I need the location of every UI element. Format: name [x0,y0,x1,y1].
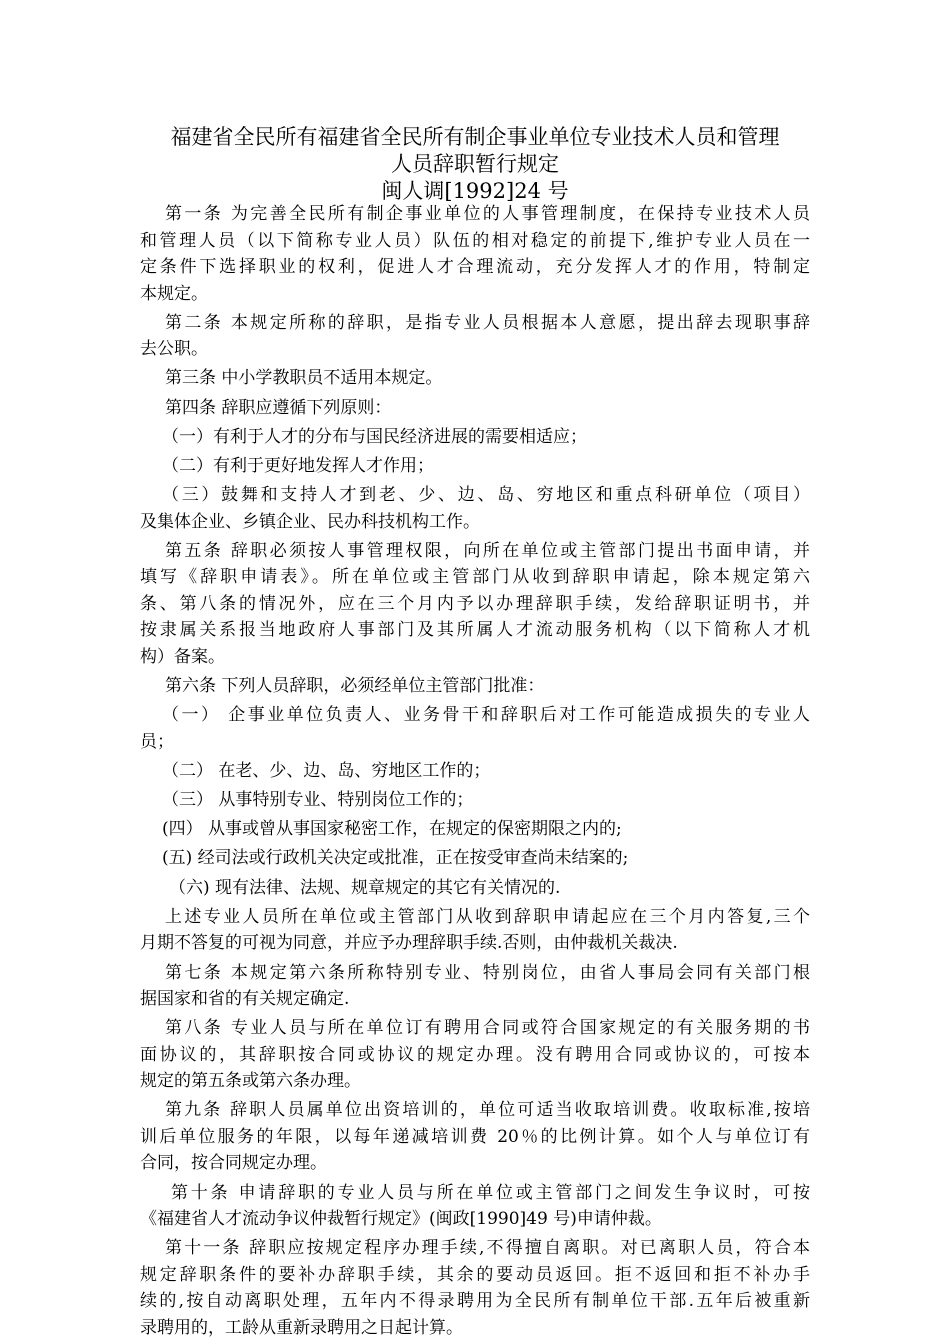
text-line: 第八条 专业人员与所在单位订有聘用合同或符合国家规定的有关服务期的书 [165,1018,810,1039]
text-line: （三） 从事特别专业、特别岗位工作的； [162,790,474,811]
article-6-item-1 [140,702,810,755]
article-9 [140,1097,810,1177]
text-line: 本规定。 [140,283,208,304]
text-line: （三）鼓舞和支持人才到老、少、边、岛、穷地区和重点科研单位（项目） [162,485,810,506]
article-6-item-2 [140,758,810,785]
text-line: 构）备案。 [140,646,225,667]
text-line: 上述专业人员所在单位或主管部门从收到辞职申请起应在三个月内答复,三个 [165,906,810,927]
text-line: 去公职。 [140,339,208,360]
article-2 [140,310,810,363]
text-line: 第三条 中小学教职员不适用本规定。 [165,368,443,389]
text-line: 条、第八条的情况外，应在三个月内予以办理辞职手续，发给辞职证明书，并 [140,593,810,614]
text-line: (五) 经司法或行政机关决定或批准，正在按受审查尚未结案的; [162,848,629,869]
text-line: 第十一条 辞职应按规定程序办理手续,不得擅自离职。对已离职人员，符合本 [165,1238,810,1259]
document-body [140,201,810,1344]
article-6-item-5 [140,845,810,872]
article-3 [140,365,810,392]
article-11 [140,1235,810,1341]
article-4 [140,395,810,422]
principle-3 [140,482,810,535]
text-line: 第四条 辞职应遵循下列原则： [165,397,392,418]
text-line: （六) 现有法律、法规、规章规定的其它有关情况的. [169,877,561,898]
text-line: 第九条 辞职人员属单位出资培训的，单位可适当收取培训费。收取标准,按培 [165,1100,810,1121]
text-line: 第二条 本规定所称的辞职，是指专业人员根据本人意愿，提出辞去现职事辞 [165,312,810,333]
text-line: （一） 企事业单位负责人、业务骨干和辞职后对工作可能造成损失的专业人 [162,705,810,726]
text-line: (四） 从事或曾从事国家秘密工作，在规定的保密期限之内的; [162,819,622,840]
article-6-item-4 [140,816,810,843]
article-5 [140,538,810,671]
text-line: （二） 在老、少、边、岛、穷地区工作的； [162,760,491,781]
title-line-2: 人员辞职暂行规定 [391,152,559,176]
principle-1 [140,424,810,451]
text-line: 据国家和省的有关规定确定. [140,989,350,1009]
text-line: 第六条 下列人员辞职，必须经单位主管部门批准： [165,676,545,696]
text-line: （二）有利于更好地发挥人才作用； [162,455,434,476]
article-6-item-6 [140,875,810,902]
article-6-note [140,904,810,957]
text-line: 训后单位服务的年限，以每年递减培训费 20％的比例计算。如个人与单位订有 [140,1126,810,1147]
text-line: 第十条 申请辞职的专业人员与所在单位或主管部门之间发生争议时，可按 [171,1182,810,1203]
document-number: 闽人调[1992]24 号 [381,179,569,203]
text-line: 第五条 辞职必须按人事管理权限，向所在单位或主管部门提出书面申请，并 [165,540,810,561]
text-line: 和管理人员（以下简称专业人员）队伍的相对稳定的前提下,维护专业人员在一 [140,230,810,251]
text-line: 员； [140,731,174,752]
text-line: 月期不答复的可视为同意，并应予办理辞职手续.否则，由仲裁机关裁决. [140,933,678,954]
text-line: 合同，按合同规定办理。 [140,1153,327,1174]
document-title [140,124,810,205]
text-line: 规定的第五条或第六条办理。 [140,1071,361,1092]
text-line: 第一条 为完善全民所有制企事业单位的人事管理制度，在保持专业技术人员 [165,204,810,224]
text-line: 面协议的，其辞职按合同或协议的规定办理。没有聘用合同或协议的，可按本 [140,1044,810,1065]
text-line: 第七条 本规定第六条所称特别专业、特别岗位，由省人事局会同有关部门根 [165,962,810,983]
article-10 [140,1180,810,1233]
article-8 [140,1015,810,1095]
text-line: 按隶属关系报当地政府人事部门及其所属人才流动服务机构（以下简称人才机 [140,620,810,641]
text-line: 《福建省人才流动争议仲裁暂行规定》(闽政[1990]49 号)申请仲裁。 [140,1209,662,1230]
text-line: 及集体企业、乡镇企业、民办科技机构工作。 [140,511,480,532]
text-line: 填写《辞职申请表》。所在单位或主管部门从收到辞职申请起，除本规定第六 [140,567,810,588]
article-1 [140,201,810,307]
text-line: 录聘用的，工龄从重新录聘用之日起计算。 [140,1317,463,1338]
text-line: 定条件下选择职业的权利，促进人才合理流动，充分发挥人才的作用，特制定 [140,257,810,277]
article-6-item-3 [140,787,810,814]
article-6 [140,673,810,700]
article-7 [140,960,810,1013]
text-line: 续的,按自动离职处理，五年内不得录聘用为全民所有制单位干部.五年后被重新 [140,1291,810,1312]
title-line-1: 福建省全民所有福建省全民所有制企事业单位专业技术人员和管理 [170,125,780,149]
text-line: （一）有利于人才的分布与国民经济进展的需要相适应； [162,426,587,447]
text-line: 规定辞职条件的要补办辞职手续，其余的要动员返回。拒不返回和拒不补办手 [140,1264,810,1285]
principle-2 [140,453,810,480]
